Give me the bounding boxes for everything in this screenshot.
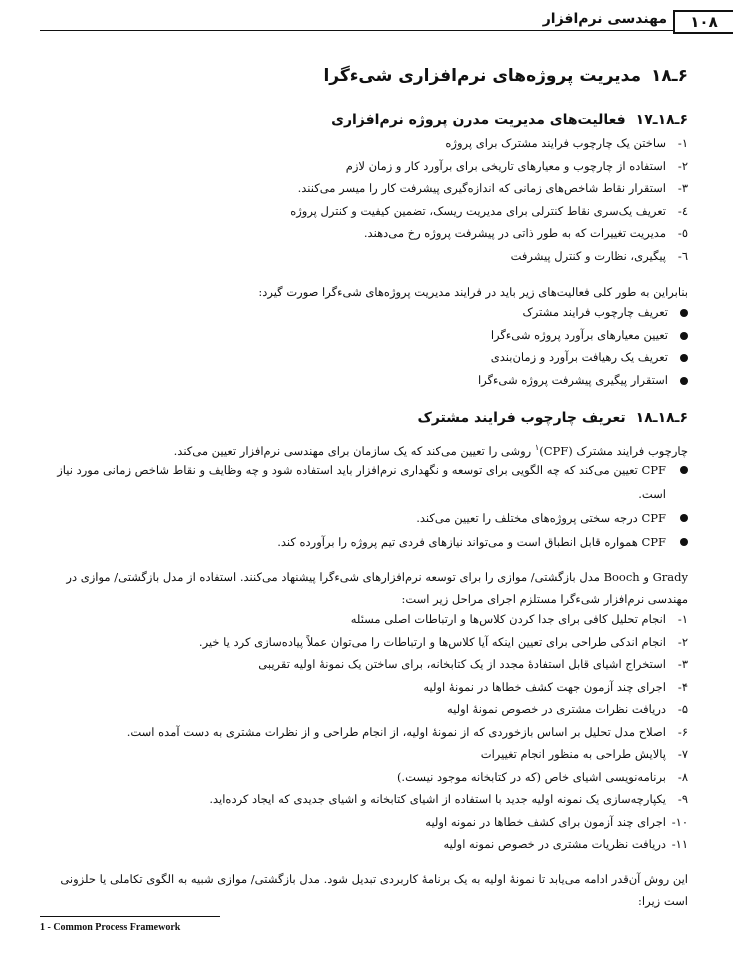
list-item: ۱-ساختن یک چارچوب فرایند مشترک برای پروژه — [445, 136, 688, 150]
list-item: ۲-استفاده از چارچوب و معیارهای تاریخی برای برآورد کار و زمان لازم — [345, 158, 688, 173]
page-header — [40, 10, 733, 32]
activities-list — [290, 132, 688, 267]
list-item: ۱-انجام تحلیل کافی برای جدا کردن کلاس‌ها و ارتباطات اصلی مسئله — [350, 612, 688, 626]
bullet-icon — [680, 332, 688, 340]
list-item: CPF همواره قابل انطباق است و می‌تواند نیازهای فردی تیم پروژه را برآورده کند. — [40, 530, 688, 554]
subsection-heading-17 — [331, 112, 688, 128]
summary-bullets — [478, 301, 688, 391]
list-item: ۹-یکپارچه‌سازی یک نمونه اولیه جدید با استفاده از اشیای کتابخانه و اشیای جدیدی که ایجاد کرده‌اید. — [209, 792, 688, 806]
bullet-icon — [680, 309, 688, 317]
list-item: ۱۰-اجرای چند آزمون برای کشف خطاها در نمونه اولیه — [425, 814, 688, 829]
cpf-bullets — [40, 458, 688, 554]
list-item: استقرار پیگیری پیشرفت پروژه شیءگرا — [478, 369, 688, 392]
page-number: ۱۰۸ — [673, 10, 733, 34]
list-item: ۳-استقرار نقاط شاخص‌های زمانی که اندازه‌گیری پیشرفت کار را میسر می‌کنند. — [297, 181, 688, 195]
bullet-icon — [680, 377, 688, 385]
list-item: تعریف یک رهیافت برآورد و زمان‌بندی — [478, 346, 688, 369]
grady-paragraph: Grady و Booch مدل بازگشتی/ موازی را برای توسعه نرم‌افزارهای شیءگرا پیشنهاد می‌کنند. استفاده از مدل بازگشتی/ موازی در مهندسی نرم‌افزار شیءگرا مستلزم اجرای مراحل زیر است: — [66, 570, 688, 606]
summary-paragraph: بنابراین به طور کلی فعالیت‌های زیر باید در فرایند مدیریت پروژه‌های شیءگرا صورت گیرد: — [258, 285, 688, 299]
header-rule — [40, 30, 673, 31]
list-item: تعیین معیارهای برآورد پروژه شیءگرا — [478, 324, 688, 347]
bullet-icon — [680, 354, 688, 362]
list-item: ۳-استخراج اشیای قابل استفادهٔ مجدد از یک کتابخانه، برای ساختن یک نمونهٔ اولیه تقریبی — [258, 657, 688, 671]
list-item: ٦-پیگیری، نظارت و کنترل پیشرفت — [510, 248, 688, 263]
bullet-icon — [680, 466, 688, 474]
section-number: ۶ـ۱۸ — [651, 66, 688, 86]
section-heading — [323, 66, 688, 86]
list-item: ۶-اصلاح مدل تحلیل بر اساس بازخوردی که از نمونهٔ اولیه، از انجام طراحی و از نظرات مشتری به دست آمده است. — [126, 724, 688, 739]
list-item: ٤-تعریف یک‌سری نقاط کنترلی برای مدیریت ریسک، تضمین کیفیت و کنترل پروژه — [290, 203, 688, 218]
footnote-rule — [40, 916, 220, 917]
subsection-title: تعریف چارچوب فرایند مشترک — [417, 410, 626, 426]
cpf-intro: چارچوب فرایند مشترک (CPF)$^۱$ روشی را تعیین می‌کند که یک سازمان برای مهندسی نرم‌افزار تعیین می‌کند. — [173, 443, 688, 458]
subsection-number: ۶ـ۱۸ـ۱۷ — [635, 112, 688, 128]
steps-list — [127, 608, 688, 856]
book-title: مهندسی نرم‌افزار — [537, 11, 667, 27]
section-title: مدیریت پروژه‌های نرم‌افزاری شیءگرا — [323, 66, 642, 86]
list-item: ۷-پالایش طراحی به منظور انجام تغییرات — [480, 747, 688, 761]
list-item: ٥-مدیریت تغییرات که به طور ذاتی در پیشرفت پروژه رخ می‌دهند. — [363, 226, 688, 240]
list-item: تعریف چارچوب فرایند مشترک — [478, 301, 688, 324]
list-item: ۱۱-دریافت نظریات مشتری در خصوص نمونه اولیه — [443, 837, 688, 851]
footnote-marker: ۱ — [534, 443, 540, 452]
list-item: ۸-برنامه‌نویسی اشیای خاص (که در کتابخانه موجود نیست.) — [396, 769, 688, 784]
list-item: ۵-دریافت نظرات مشتری در خصوص نمونهٔ اولیه — [447, 702, 688, 716]
list-item: CPF تعیین می‌کند که چه الگویی برای توسعه و نگهداری نرم‌افزار باید استفاده شود و چه وظایف و نقاط شاخص زمانی مورد نیاز است. — [40, 458, 688, 506]
footnote: 1 - Common Process Framework — [40, 922, 181, 933]
subsection-title: فعالیت‌های مدیریت مدرن پروژه نرم‌افزاری — [331, 112, 626, 128]
subsection-heading-18 — [418, 410, 689, 426]
closing-paragraph: این روش آن‌قدر ادامه می‌یابد تا نمونهٔ اولیه به یک برنامهٔ کاربردی تبدیل شود. مدل بازگشتی/ موازی شبیه به الگوی تکاملی یا حلزونی است زیرا: — [60, 872, 688, 908]
list-item: CPF درجه سختی پروژه‌های مختلف را تعیین می‌کند. — [40, 506, 688, 530]
subsection-number: ۶ـ۱۸ـ۱۸ — [635, 410, 688, 426]
list-item: ۴-اجرای چند آزمون جهت کشف خطاها در نمونهٔ اولیه — [423, 679, 688, 694]
bullet-icon — [680, 538, 688, 546]
list-item: ۲-انجام اندکی طراحی برای تعیین اینکه آیا کلاس‌ها و ارتباطات را می‌توان عملاً پیاده‌سازی کرد یا خیر. — [198, 634, 688, 649]
bullet-icon — [680, 514, 688, 522]
